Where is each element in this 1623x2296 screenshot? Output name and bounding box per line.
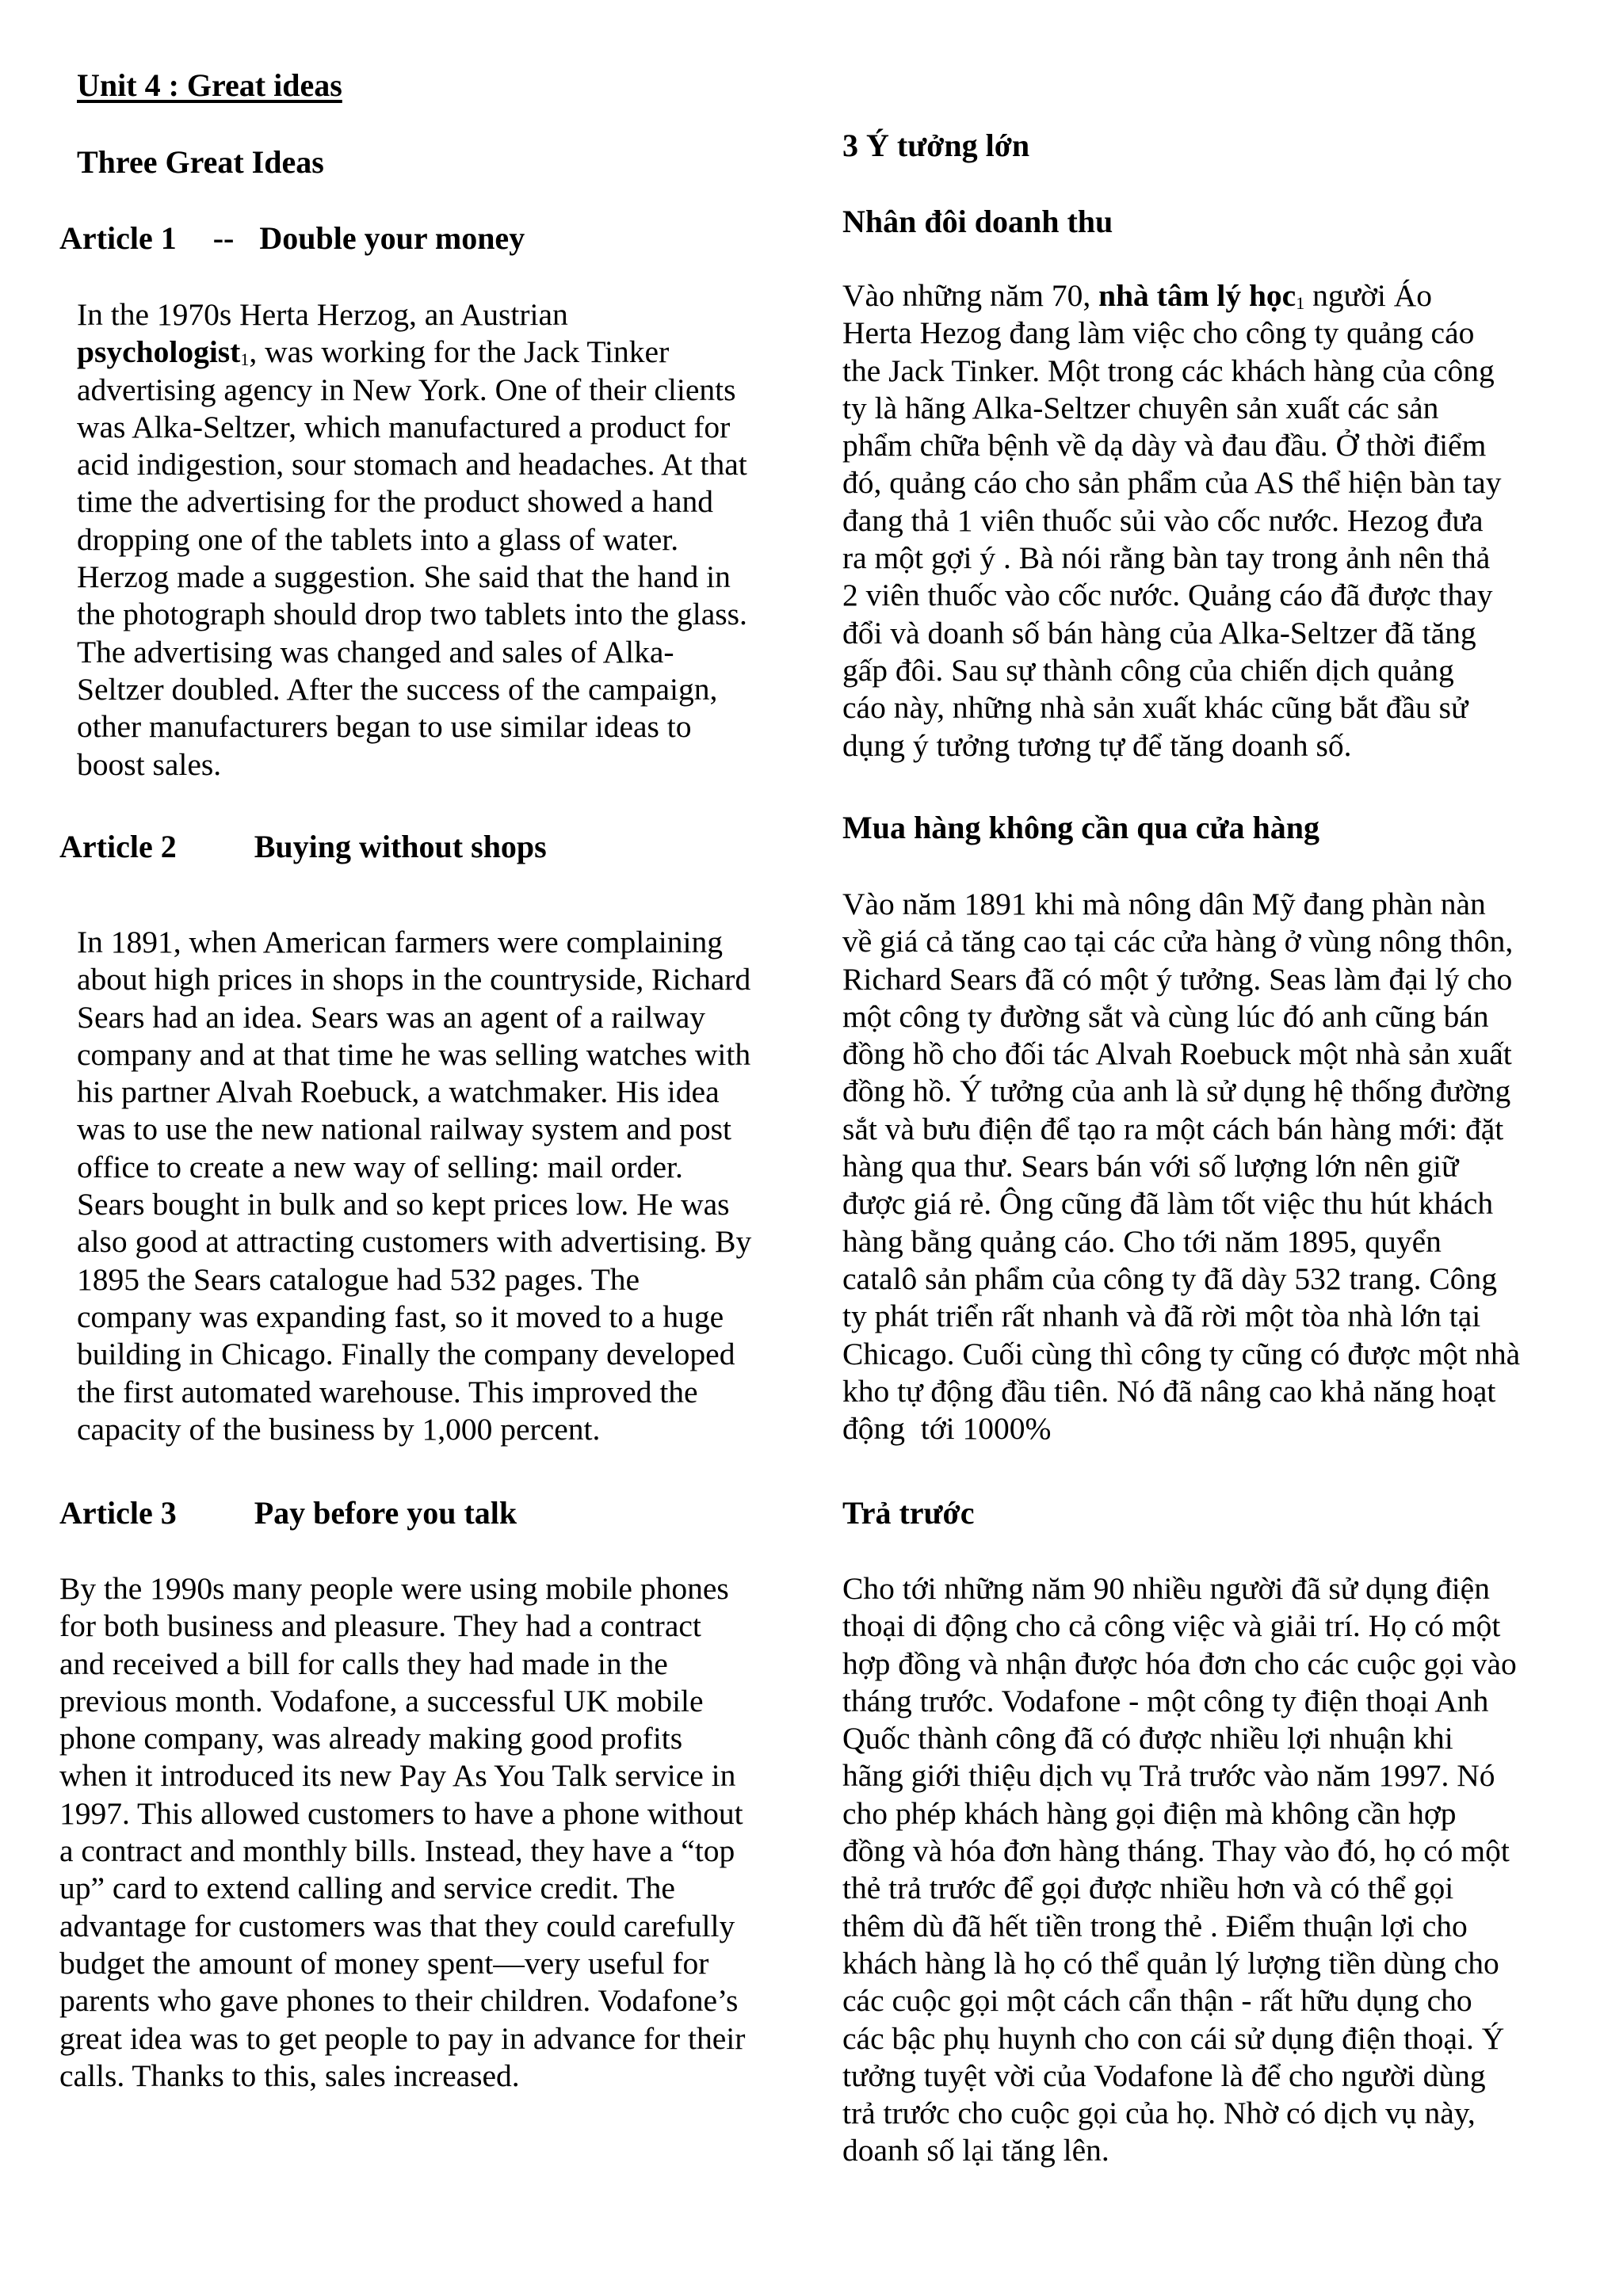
article-2-body: In 1891, when American farmers were complaining about high prices in shops in the countryside, Richard Sears had an idea. Sears was an agent of a railway company and at that time he was selling watches with his partner Alvah Roebuck, a watchmaker. His idea was to use the new national railway system and post office to create a new way of selling: mail order. Sears bought in bulk and so kept prices low. He was also good at attracting customers with advertising. By 1895 the Sears catalogue had 532 pages. The company was expanding fast, so it moved to a huge building in Chicago. Finally the company developed the first automated warehouse. This improved the capacity of the business by 1,000 percent. — [77, 925, 752, 1447]
translation-1-text-rest: người Áo Herta Hezog đang làm việc cho công ty quảng cáo the Jack Tinker. Một trong các khách hàng của công ty là hãng Alka-Seltzer chuyên sản xuất các sản phẩm chữa bệnh về dạ dày và đau đầu. Ở thời điểm đó, quảng cáo cho sản phẩm của AS thể hiện bàn tay đang thả 1 viên thuốc sủi vào cốc nước. Hezog đưa ra một gợi ý . Bà nói rằng bàn tay trong ảnh nên thả 2 viên thuốc vào cốc nước. Quảng cáo đã được thay đổi và doanh số bán hàng của Alka-Seltzer đã tăng gấp đôi. Sau sự thành công của chiến dịch quảng cáo này, những nhà sản xuất khác cũng bắt đầu sử dụng ý tưởng tương tự để tăng doanh số. — [842, 278, 1502, 763]
translation-1-body — [842, 277, 1501, 765]
article-1-text-rest: , was working for the Jack Tinker advertising agency in New York. One of their clients was Alka-Seltzer, which manufactured a product for acid indigestion, sour stomach and headaches. At that time the advertising for the product showed a hand dropping one of the tablets into a glass of water. Herzog made a suggestion. She said that the hand in the photograph should drop two tablets into the glass. The advertising was changed and sales of Alka- Seltzer doubled. After the success of the campaign, other manufacturers began to use similar ideas to boost sales. — [77, 334, 747, 782]
article-1-heading — [59, 219, 525, 257]
translation-1-bold-term: nhà tâm lý học — [1098, 278, 1296, 313]
article-1-number: Article 1 — [59, 220, 177, 256]
article-1-body — [77, 296, 747, 784]
article-1-topic: Double your money — [259, 220, 525, 256]
article-1-separator: -- — [212, 220, 235, 256]
article-1-text-start: In the 1970s Herta Herzog, an Austrian — [77, 297, 568, 332]
translation-3-body: Cho tới những năm 90 nhiều người đã sử dụng điện thoại di động cho cả công việc và giải trí. Họ có một hợp đồng và nhận được hóa đơn cho các cuộc gọi vào tháng trước. Vodafone - một công ty điện thoại Anh Quốc thành công đã có được nhiều lợi nhuận khi hãng giới thiệu dịch vụ Trả trước vào năm 1997. Nó cho phép khách hàng gọi điện mà không cần hợp đồng và hóa đơn hàng tháng. Thay vào đó, họ có một thẻ trả trước để gọi được nhiều hơn và có thể gọi thêm dù đã hết tiền trong thẻ . Điểm thuận lợi cho khách hàng là họ có thể quản lý lượng tiền dùng cho các cuộc gọi một cách cẩn thận - rất hữu dụng cho các bậc phụ huynh cho con cái sử dụng điện thoại. Ý tưởng tuyệt vời của Vodafone là để cho người dùng trả trước cho cuộc gọi của họ. Nhờ có dịch vụ này, doanh số lại tăng lên. — [842, 1571, 1517, 2168]
article-3-heading — [59, 1494, 517, 1531]
article-2-heading — [59, 828, 547, 865]
translation-1-text-start: Vào những năm 70, — [842, 278, 1099, 313]
translation-1-topic: Nhân đôi doanh thu — [842, 204, 1113, 239]
translation-section-title: 3 Ý tưởng lớn — [842, 128, 1030, 163]
translation-2-topic: Mua hàng không cần qua cửa hàng — [842, 810, 1319, 845]
translation-2-body: Vào năm 1891 khi mà nông dân Mỹ đang phàn nàn về giá cả tăng cao tại các cửa hàng ở vùng nông thôn, Richard Sears đã có một ý tưởng. Seas làm đại lý cho một công ty đường sắt và cùng lúc đó anh cũng bán đồng hồ cho đối tác Alvah Roebuck một nhà sản xuất đồng hồ. Ý tưởng của anh là sử dụng hệ thống đường sắt và bưu điện để tạo ra một cách bán hàng mới: đặt hàng qua thư. Sears bán với số lượng lớn nên giữ được giá rẻ. Ông cũng đã làm tốt việc thu hút khách hàng bằng quảng cáo. Cho tới năm 1895, quyển catalô sản phẩm của công ty đã dày 532 trang. Công ty phát triển rất nhanh và đã rời một tòa nhà lớn tại Chicago. Cuối cùng thì công ty cũng có được một nhà kho tự động đầu tiên. Nó đã nâng cao khả năng hoạt động tới 1000% — [842, 887, 1521, 1447]
article-1-footnote-mark: 1 — [240, 349, 250, 370]
article-2-number: Article 2 — [59, 829, 177, 864]
translation-1-footnote-mark: 1 — [1296, 293, 1305, 313]
article-3-body: By the 1990s many people were using mobile phones for both business and pleasure. They had a contract and received a bill for calls they had made in the previous month. Vodafone, a successful UK mobile phone company, was already making good profits when it introduced its new Pay As You Talk service in 1997. This allowed customers to have a phone without a contract and monthly bills. Instead, they have a “top up” card to extend calling and service credit. The advantage for customers was that they could carefully budget the amount of money spent—very useful for parents who gave phones to their children. Vodafone’s great idea was to get people to pay in advance for their calls. Thanks to this, sales increased. — [59, 1571, 746, 2093]
article-3-topic: Pay before you talk — [254, 1495, 517, 1531]
section-title: Three Great Ideas — [77, 144, 324, 180]
article-2-topic: Buying without shops — [254, 829, 547, 864]
article-1-bold-term: psychologist — [77, 334, 241, 370]
translation-3-topic: Trả trước — [842, 1495, 975, 1531]
unit-title: Unit 4 : Great ideas — [77, 67, 342, 103]
article-3-number: Article 3 — [59, 1495, 177, 1531]
